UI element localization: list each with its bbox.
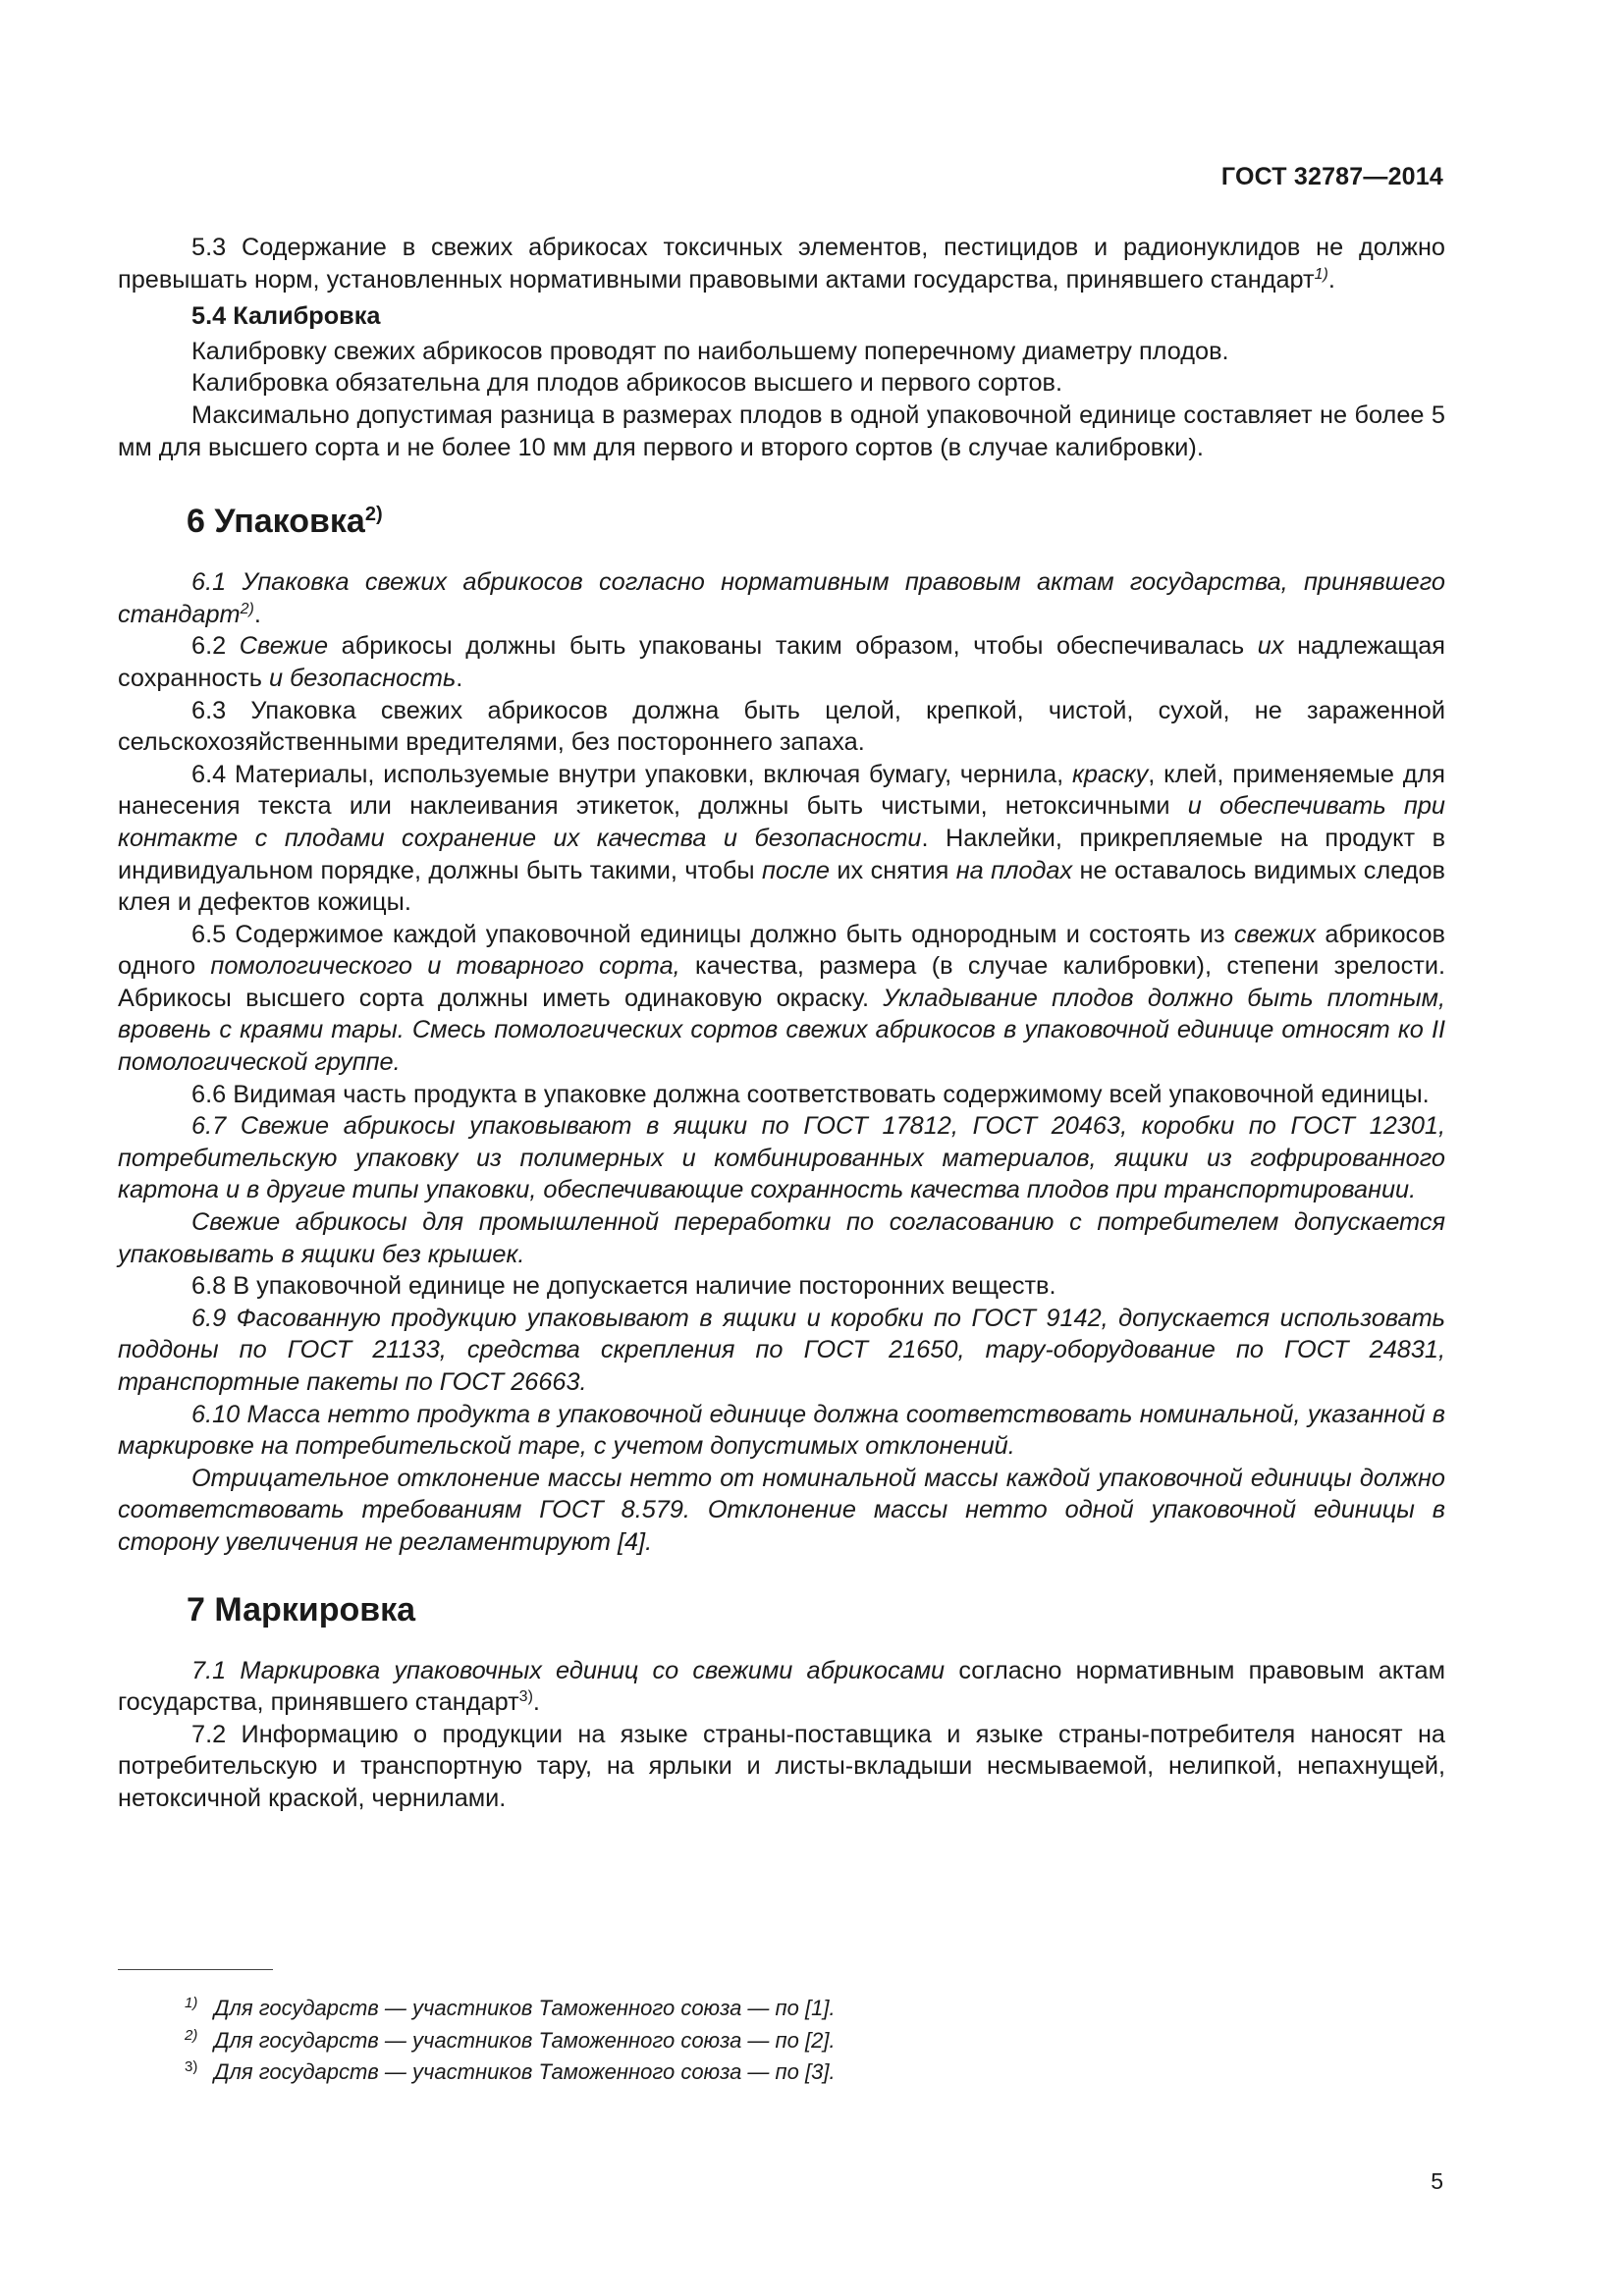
- paragraph-6-9: 6.9 Фасованную продукцию упаковывают в ящики и коробки по ГОСТ 9142, допускается использовать поддоны по ГОСТ 21133, средства скрепления по ГОСТ 21650, тару-оборудование по ГОСТ 24831, транспортные пакеты по ГОСТ 26663.: [118, 1304, 1445, 1396]
- footnote-ref-1: 1): [1314, 265, 1328, 283]
- paragraph-6-7-continued: Свежие абрикосы для промышленной переработки по согласованию с потребителем допускается упаковывать в ящики без крышек.: [118, 1208, 1445, 1268]
- footnote-3: 3) Для государств — участников Таможенного союза — по [3].: [185, 2058, 836, 2084]
- document-code-header: ГОСТ 32787—2014: [1220, 163, 1443, 190]
- paragraph-6-4: 6.4 Материалы, используемые внутри упаковки, включая бумагу, чернила, краску, клей, применяемые для нанесения текста или наклеивания этикеток, должны быть чистыми, нетоксичными и обеспечивать при контакте с плодами сохранение их качества и безопасности. Наклейки, прикрепляемые на продукт в индивидуальном порядке, должны быть такими, чтобы после их снятия на плодах не оставалось видимых следов клея и дефектов кожицы.: [118, 760, 1446, 917]
- paragraph-5-4-3: Максимально допустимая разница в размерах плодов в одной упаковочной единице составляет не более 5 мм для высшего сорта и не более 10 мм для первого и второго сортов (в случае калибровки).: [118, 400, 1445, 461]
- paragraph-6-10-continued: Отрицательное отклонение массы нетто от номинальной массы каждой упаковочной единицы должно соответствовать требованиям ГОСТ 8.579. Отклонение массы нетто одной упаковочной единицы в сторону увеличения не регламентируют [4].: [118, 1464, 1445, 1556]
- paragraph-6-1: 6.1 Упаковка свежих абрикосов согласно нормативным правовым актам государства, принявшего стандарт$^{2)}$.: [118, 568, 1445, 628]
- footnote-ref-2: 2): [364, 504, 383, 526]
- paragraph-6-5: 6.5 Содержимое каждой упаковочной единицы должно быть однородным и состоять из свежих абрикосов одного помологического и товарного сорта, качества, размера (в случае калибровки), степени зрелости. Абрикосы высшего сорта должны иметь одинаковую окраску. Укладывание плодов должно быть плотным, вровень с краями тары. Смесь помологических сортов свежих абрикосов в упаковочной единице относят ко II помологической группе.: [118, 920, 1445, 1077]
- paragraph-5-3: 5.3 Содержание в свежих абрикосах токсичных элементов, пестицидов и радионуклидов не должно превышать норм, установленных нормативными правовыми актами государства, принявшего стандарт$^{1)}$.: [118, 234, 1445, 294]
- paragraph-6-6: 6.6 Видимая часть продукта в упаковке должна соответствовать содержимому всей упаковочной единицы.: [191, 1080, 1430, 1108]
- page-number: 5: [1431, 2168, 1443, 2194]
- paragraph-6-7: 6.7 Свежие абрикосы упаковывают в ящики по ГОСТ 17812, ГОСТ 20463, коробки по ГОСТ 12301, потребительскую упаковку из полимерных и комбинированных материалов, ящики из гофрированного картона и в другие типы упаковки, обеспечивающие сохранность качества плодов при транспортировании.: [118, 1112, 1445, 1204]
- paragraph-6-10: 6.10 Масса нетто продукта в упаковочной единице должна соответствовать номинальной, указанной в маркировке на потребительской таре, с учетом допустимых отклонений.: [118, 1400, 1445, 1461]
- paragraph-7-2: 7.2 Информацию о продукции на языке страны-поставщика и языке страны-потребителя наносят на потребительскую и транспортную тару, на ярлыки и листы-вкладыши несмываемой, нелипкой, непахнущей, нетоксичной краской, чернилами.: [118, 1720, 1445, 1812]
- subsection-title-5-4: 5.4 Калибровка: [191, 302, 381, 331]
- paragraph-5-4-1: Калибровку свежих абрикосов проводят по наибольшему поперечному диаметру плодов.: [191, 337, 1229, 365]
- paragraph-6-8: 6.8 В упаковочной единице не допускается наличие посторонних веществ.: [191, 1272, 1056, 1301]
- paragraph-7-1: 7.1 Маркировка упаковочных единиц со свежими абрикосами согласно нормативным правовым актам государства, принявшего стандарт$^{3)}$.: [118, 1656, 1445, 1717]
- section-heading-7: 7 Маркировка: [187, 1590, 416, 1629]
- paragraph-6-2: 6.2 Свежие абрикосы должны быть упакованы таким образом, чтобы обеспечивалась их надлежащая сохранность и безопасность.: [118, 632, 1445, 692]
- document-body: [118, 232, 1445, 1815]
- footnote-1: 1) Для государств — участников Таможенного союза — по [1].: [185, 1995, 836, 2020]
- footnote-divider: [118, 1969, 273, 1970]
- paragraph-6-3: 6.3 Упаковка свежих абрикосов должна быть целой, крепкой, чистой, сухой, не зараженной сельскохозяйственными вредителями, без постороннего запаха.: [118, 696, 1445, 757]
- footnote-ref-2b: 2): [240, 600, 254, 617]
- section-heading-6: 6 Упаковка$^{2)}$: [187, 503, 383, 541]
- footnote-ref-3: 3): [518, 1688, 533, 1706]
- footnotes: [185, 1990, 1363, 2086]
- paragraph-5-4-2: Калибровка обязательна для плодов абрикосов высшего и первого сортов.: [191, 369, 1063, 398]
- footnote-2: 2) Для государств — участников Таможенного союза — по [2].: [185, 2026, 836, 2053]
